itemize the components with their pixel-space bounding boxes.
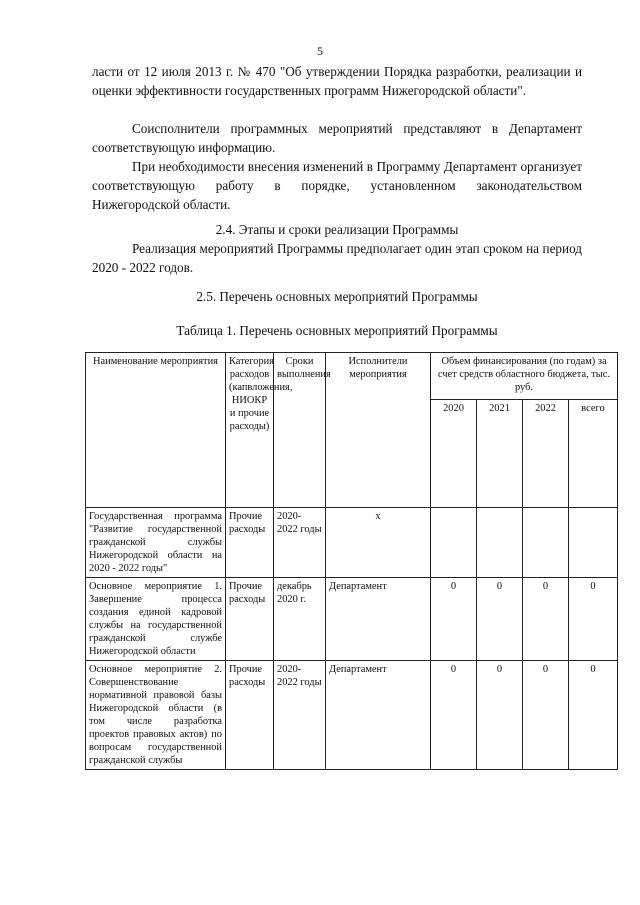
row-terms: декабрь 2020 г.: [274, 578, 326, 661]
row-terms: 2020-2022 годы: [274, 508, 326, 578]
row-total: 0: [569, 661, 618, 770]
row-name: Основное мероприятие 2. Совершенствование нормативной правовой базы Нижегородской области (в том числе разработка проектов правовых актов) по вопросам государственной гражданской службы: [86, 661, 226, 770]
row-2020: 0: [431, 578, 477, 661]
measures-table: [85, 352, 618, 770]
table-row: [86, 508, 618, 578]
header-2022: 2022: [523, 400, 569, 508]
paragraph-1: ласти от 12 июля 2013 г. № 470 "Об утверждении Порядка разработки, реализации и оценки эффективности государственных программ Нижегородской области".: [92, 64, 582, 98]
table-row: [86, 661, 618, 770]
row-2021: [477, 508, 523, 578]
row-2021: 0: [477, 578, 523, 661]
paragraph-2-text: Соисполнители программных мероприятий представляют в Департамент соответствующую информацию.: [92, 121, 582, 155]
table-row: [86, 578, 618, 661]
section-2-4-text: [92, 239, 582, 277]
row-2020: [431, 508, 477, 578]
row-2021: 0: [477, 661, 523, 770]
row-2022: [523, 508, 569, 578]
page-number: 5: [317, 44, 323, 58]
row-total: 0: [569, 578, 618, 661]
row-category: Прочие расходы: [226, 508, 274, 578]
row-name: Основное мероприятие 1. Завершение процесса создания единой кадровой службы на государственной гражданской службе Нижегородской области: [86, 578, 226, 661]
row-total: [569, 508, 618, 578]
header-2021: 2021: [477, 400, 523, 508]
row-category: Прочие расходы: [226, 661, 274, 770]
row-category: Прочие расходы: [226, 578, 274, 661]
header-2020: 2020: [431, 400, 477, 508]
header-funding: Объем финансирования (по годам) за счет средств областного бюджета, тыс. руб.: [431, 353, 618, 400]
paragraph-3-text: При необходимости внесения изменений в Программу Департамент организует соответствующую работу в порядке, установленном законодательством Нижегородской области.: [92, 159, 582, 212]
header-terms: Сроки выполнения: [274, 353, 326, 508]
row-executors: Департамент: [326, 578, 431, 661]
row-name: Государственная программа "Развитие государственной гражданской службы Нижегородской области на 2020 - 2022 годы": [86, 508, 226, 578]
row-2020: 0: [431, 661, 477, 770]
row-2022: 0: [523, 578, 569, 661]
section-2-5-heading: 2.5. Перечень основных мероприятий Программы: [196, 289, 478, 304]
section-2-4-heading: 2.4. Этапы и сроки реализации Программы: [215, 222, 459, 237]
section-2-4-text-content: Реализация мероприятий Программы предполагает один этап сроком на период 2020 - 2022 годов.: [92, 241, 582, 275]
paragraph-2: [92, 119, 582, 157]
header-total: всего: [569, 400, 618, 508]
row-2022: 0: [523, 661, 569, 770]
header-executors: Исполнители мероприятия: [326, 353, 431, 508]
paragraph-3: [92, 157, 582, 214]
table-caption: Таблица 1. Перечень основных мероприятий Программы: [176, 323, 498, 338]
row-executors: Департамент: [326, 661, 431, 770]
row-executors: х: [326, 508, 431, 578]
row-terms: 2020-2022 годы: [274, 661, 326, 770]
table-header-row: [86, 353, 618, 400]
header-name: Наименование мероприятия: [86, 353, 226, 508]
header-category: Категория расходов (капвложения, НИОКР и прочие расходы): [226, 353, 274, 508]
